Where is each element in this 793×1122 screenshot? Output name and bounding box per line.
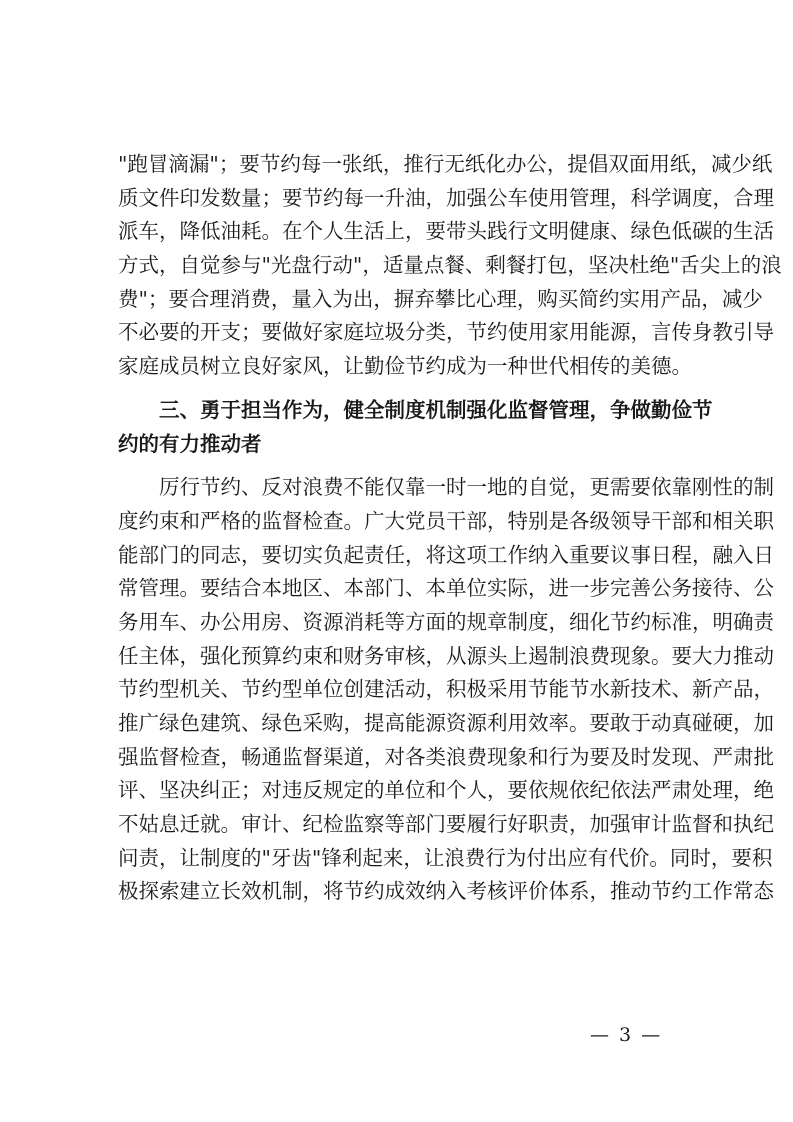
- document-page: [118, 148, 782, 909]
- paragraph-1: [118, 148, 782, 384]
- text-line: "跑冒滴漏"；要节约每一张纸，推行无纸化办公，提倡双面用纸，减少纸: [118, 152, 773, 176]
- text-line: 常管理。要结合本地区、本部门、本单位实际，进一步完善公务接待、公: [118, 576, 774, 601]
- text-line: 任主体，强化预算约束和财务审核，从源头上遏制浪费现象。要大力推动: [118, 643, 774, 668]
- text-line: 派车，降低油耗。在个人生活上，要带头践行文明健康、绿色低碳的生活: [118, 219, 774, 244]
- paragraph-2: [118, 471, 774, 909]
- text-line: 不姑息迁就。审计、纪检监察等部门要履行好职责，加强审计监督和执纪: [118, 812, 774, 837]
- section-heading: [118, 394, 713, 461]
- text-line: 不必要的开支；要做好家庭垃圾分类，节约使用家用能源，言传身教引导: [118, 320, 774, 345]
- text-line: 费"；要合理消费，量入为出，摒弃攀比心理，购买简约实用产品，减少: [118, 286, 763, 311]
- text-line: 方式，自觉参与"光盘行动"，适量点餐、剩餐打包，坚决杜绝"舌尖上的浪: [118, 253, 782, 278]
- text-line: 能部门的同志，要切实负起责任，将这项工作纳入重要议事日程，融入日: [118, 542, 774, 567]
- text-line: 度约束和严格的监督检查。广大党员干部，特别是各级领导干部和相关职: [118, 508, 774, 533]
- text-line: 极探索建立长效机制，将节约成效纳入考核评价体系，推动节约工作常态: [118, 879, 774, 904]
- text-line: 评、坚决纠正；对违反规定的单位和个人，要依规依纪依法严肃处理，绝: [118, 778, 774, 803]
- text-line: 厉行节约、反对浪费不能仅靠一时一地的自觉，更需要依靠刚性的制: [159, 475, 774, 500]
- text-line: 节约型机关、节约型单位创建活动，积极采用节能节水新技术、新产品，: [118, 677, 774, 702]
- text-line: 务用车、办公用房、资源消耗等方面的规章制度，细化节约标准，明确责: [118, 609, 774, 634]
- text-line: 家庭成员树立良好家风，让勤俭节约成为一种世代相传的美德。: [118, 354, 692, 379]
- heading-line: 三、勇于担当作为，健全制度机制强化监督管理，争做勤俭节: [159, 397, 713, 422]
- text-line: 问责，让制度的"牙齿"锋利起来，让浪费行为付出应有代价。同时，要积: [118, 845, 773, 870]
- text-line: 质文件印发数量；要节约每一升油，加强公车使用管理，科学调度，合理: [118, 185, 774, 210]
- page-number: — 3 —: [590, 1024, 663, 1046]
- text-line: 推广绿色建筑、绿色采购，提高能源资源利用效率。要敢于动真碰硬，加: [118, 711, 774, 735]
- heading-line: 约的有力推动者: [118, 431, 262, 456]
- text-line: 强监督检查，畅通监督渠道，对各类浪费现象和行为要及时发现、严肃批: [118, 744, 774, 769]
